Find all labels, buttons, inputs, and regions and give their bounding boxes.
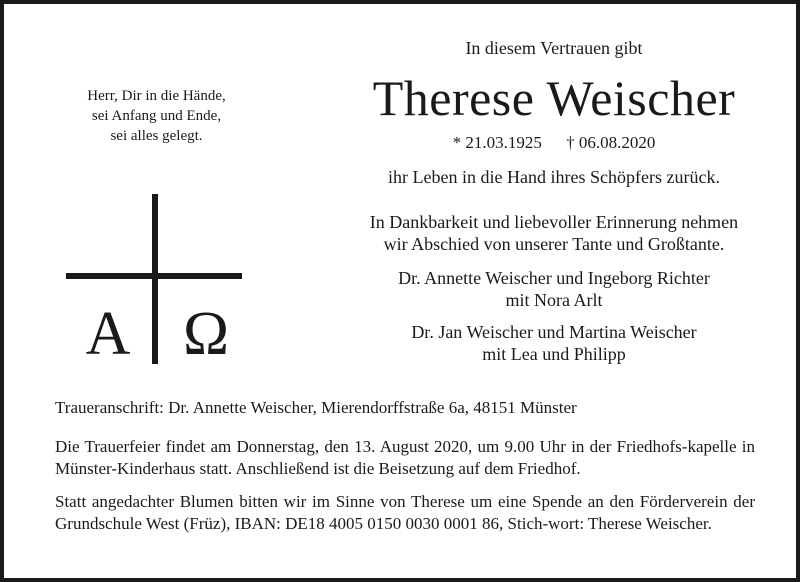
mourner-line-2: mit Nora Arlt [505, 290, 603, 310]
birth-date: * 21.03.1925 [452, 133, 542, 152]
mourner-group [324, 267, 784, 311]
mourner-group [324, 321, 784, 365]
mourner-line-1: Dr. Annette Weischer und Ingeborg Richter [398, 268, 710, 288]
verse-line-1: Herr, Dir in die Hände, [87, 88, 226, 104]
deceased-name: Therese Weischer [372, 70, 736, 126]
mourning-address: Traueranschrift: Dr. Annette Weischer, Mierendorffstraße 6a, 48151 Münster [55, 398, 577, 417]
thanks-block [324, 211, 784, 255]
thanks-line-2: wir Abschied von unserer Tante und Großtante. [383, 234, 725, 254]
outro-text: ihr Leben in die Hand ihres Schöpfers zurück. [388, 167, 720, 187]
verse-line-2: sei Anfang und Ende, [91, 108, 222, 124]
thanks-line-1: In Dankbarkeit und liebevoller Erinnerung nehmen [369, 212, 739, 232]
mourner-line-1: Dr. Jan Weischer und Martina Weischer [411, 322, 697, 342]
death-date: † 06.08.2020 [566, 133, 656, 152]
cross-alpha-omega-icon [66, 194, 246, 364]
ceremony-info: Die Trauerfeier findet am Donnerstag, den 13. August 2020, um 9.00 Uhr in der Friedhofs-kapelle in Münster-Kinderhaus statt. Anschließend ist die Beisetzung auf dem Friedhof. [55, 437, 755, 478]
alpha-letter: A [85, 300, 131, 364]
intro-text: In diesem Vertrauen gibt [465, 38, 643, 58]
verse-line-3: sei alles gelegt. [110, 128, 203, 144]
bible-verse [44, 86, 269, 146]
donation-info: Statt angedachter Blumen bitten wir im Sinne von Therese um eine Spende an den Förderverein der Grundschule West (Früz), IBAN: DE18 4005 0150 0030 0001 86, Stich-wort: Therese Weischer. [55, 492, 755, 533]
mourner-line-2: mit Lea und Philipp [482, 344, 626, 364]
omega-letter: Ω [182, 300, 230, 364]
life-dates [324, 132, 784, 154]
